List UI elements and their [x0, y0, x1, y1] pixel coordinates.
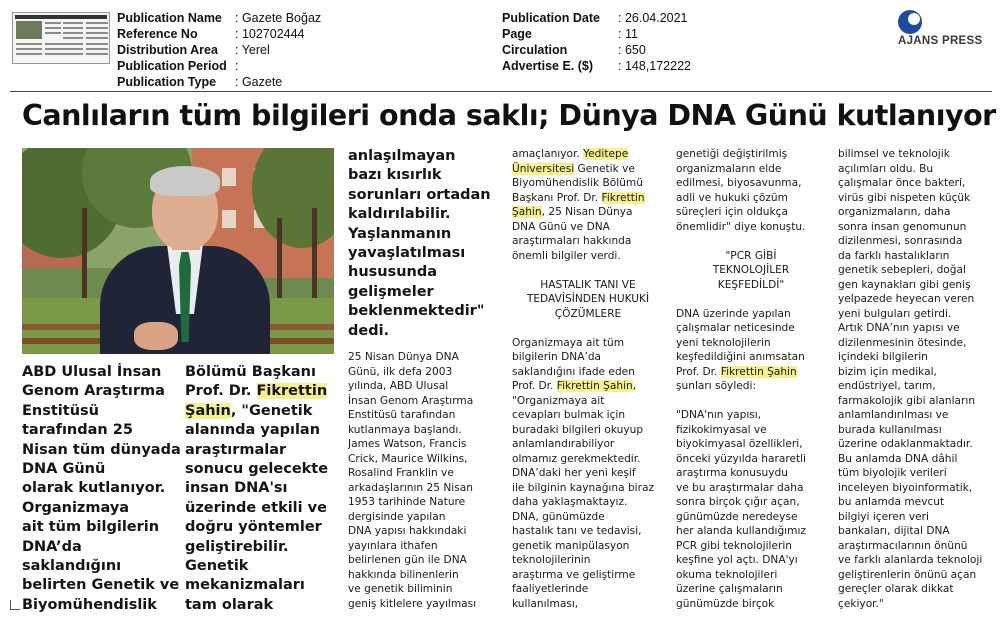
text-line: bazı kısırlık [348, 167, 442, 184]
meta-row-circulation: Circulation : 650 [502, 43, 646, 57]
text-segment: genetiği değiştirilmiş [676, 148, 788, 160]
text-line [512, 582, 664, 597]
text-line [676, 176, 826, 191]
text-line [676, 481, 826, 496]
page-thumbnail[interactable] [12, 12, 110, 64]
text-line [676, 408, 826, 423]
text-line [676, 162, 826, 177]
text-line: 25 Nisan Dünya DNA [348, 351, 459, 363]
text-line [676, 307, 826, 322]
text-line [676, 510, 826, 525]
text-line: yayınlara ithafen [348, 539, 438, 552]
text-line: Rosalind Franklin ve [348, 467, 454, 479]
text-line: olarak kutlanıyor. [22, 480, 166, 497]
subheading-line [512, 292, 664, 307]
text-segment: keşfine yol açtı. DNA'yı [676, 554, 798, 566]
text-line: bu anlamda mevcut [838, 496, 945, 508]
text-line [512, 365, 664, 380]
text-line [512, 524, 664, 539]
text-line: Enstitüsü tarafından [348, 409, 456, 421]
text-line: Crick, Maurice Wilkins, [348, 452, 468, 465]
text-line: Genom Araştırma [22, 383, 165, 400]
text-line [676, 597, 826, 612]
text-line: Organizmaya [22, 499, 130, 516]
text-segment: insan DNA'sı [185, 480, 288, 497]
highlighted-keyword: Fikrettin Şahin [720, 365, 797, 378]
text-line: geliştirenlerin önünü açan [838, 568, 977, 581]
text-line [512, 234, 664, 249]
column-body-2 [512, 147, 664, 617]
text-line: Yaşlanmanın [348, 225, 452, 242]
highlighted-keyword: Şahin [185, 402, 231, 419]
text-segment: amaçlanıyor. [512, 148, 584, 160]
text-line: çekiyor." [838, 597, 884, 610]
publication-meta-left [117, 10, 321, 90]
text-line [512, 220, 664, 235]
text-line [512, 495, 664, 510]
text-line [676, 466, 826, 481]
text-segment: organizmaların elde [676, 162, 782, 175]
text-segment: "PCR GİBİ [725, 249, 777, 262]
text-line [512, 394, 664, 409]
text-segment: ve bu araştırmalar daha [676, 481, 804, 494]
header-divider [10, 91, 992, 92]
text-line [676, 524, 826, 539]
text-line [512, 423, 664, 438]
text-segment: cevapları bulmak için [512, 409, 626, 421]
text-line: gen kaynakları gibi geniş [838, 278, 971, 291]
text-line [512, 597, 664, 612]
text-line [185, 382, 340, 401]
ajans-press-logo-icon [898, 10, 922, 34]
text-line: Biyomühendislik [22, 596, 157, 613]
text-line [676, 350, 826, 365]
text-line [512, 321, 664, 336]
text-line: araştırmacılarının önünü [838, 539, 968, 552]
text-line: inceleyen biyoinformatik, [838, 481, 973, 494]
subheading-line [676, 278, 826, 293]
text-segment: adli ve hukuki çözüm [676, 191, 788, 204]
text-line: organizmaların, daha [838, 206, 951, 218]
meta-row-publication-date: Publication Date : 26.04.2021 [502, 11, 688, 25]
text-segment: çalışmalar neticesinde [676, 322, 795, 334]
text-line: dizilenmesinin ötesinde, [838, 336, 967, 349]
text-line: dergisinde yapılan [348, 510, 446, 523]
text-segment: süreçleri için oldukça [676, 206, 788, 218]
text-line: yeni bulguları getirdi. [838, 307, 952, 320]
text-segment: araştırma konusuydu [676, 467, 788, 479]
text-line [676, 379, 826, 394]
text-line: DNA Günü [22, 461, 106, 478]
text-segment: okuma teknolojileri [676, 568, 778, 581]
highlighted-keyword: Yeditepe [583, 148, 629, 160]
text-line [676, 437, 826, 452]
text-line: Artık DNA’nın yapısı ve [838, 322, 960, 334]
text-segment: üzerinde etkili ve [185, 499, 327, 516]
text-line [185, 596, 340, 613]
text-segment: , "Genetik [230, 402, 313, 419]
text-segment: Biyomühendislik Bölümü [512, 177, 643, 189]
text-line: anlaşılmayan [348, 148, 456, 164]
text-line [185, 421, 340, 440]
text-segment: faaliyetlerinde [512, 583, 589, 595]
text-segment: ile bilginin kaynağına biraz [512, 481, 655, 494]
text-segment: keşfedildiğini anımsatan [676, 351, 805, 363]
text-segment: Genetik [185, 558, 249, 575]
text-line: dedi. [348, 322, 390, 339]
text-line [676, 191, 826, 206]
text-line: anlamlandırılması ve [838, 409, 949, 421]
text-line [512, 205, 664, 220]
text-line: Bu anlamda DNA dâhil [838, 452, 958, 465]
text-line [512, 191, 664, 206]
text-segment: olmamız gerekmektedir. [512, 452, 641, 465]
text-line [185, 441, 340, 460]
text-line [185, 518, 340, 537]
text-line: bilgiyi içeren veri [838, 510, 929, 523]
text-line: tarafından 25 [22, 422, 133, 439]
text-line [676, 321, 826, 336]
subheading-line [512, 307, 664, 322]
text-segment: hastalık tanı ve tedavisi, [512, 525, 642, 537]
text-line: bilimsel ve teknolojik [838, 148, 950, 160]
text-line: saklandığını [22, 558, 122, 575]
text-segment: DNA’daki her yeni keşif [512, 467, 636, 479]
text-segment: PCR gibi teknolojilerin [676, 539, 793, 552]
column-lead-2 [185, 363, 340, 613]
meta-row-publication-type: Publication Type : Gazete [117, 75, 283, 89]
text-segment: Prof. Dr. [512, 380, 557, 392]
text-line: hakkında bilinenlerin [348, 568, 459, 581]
text-line: Günü, ilk defa 2003 [348, 365, 453, 378]
text-line: kutlanmaya başlandı. [348, 423, 462, 436]
text-line [676, 495, 826, 510]
highlighted-keyword: Fikrettin Şahin [556, 380, 633, 392]
highlighted-keyword: Üniversitesi [512, 162, 575, 175]
text-line: DNA yapısı hakkındaki [348, 525, 467, 537]
text-line [676, 539, 826, 554]
text-line: bizim için medikal, [838, 365, 937, 378]
text-segment: , 25 Nisan Dünya [541, 206, 633, 218]
text-line [676, 452, 826, 467]
text-line: belirlenen gün ile DNA [348, 554, 467, 566]
text-segment: geliştirebilir. [185, 538, 289, 555]
text-segment: Prof. Dr. [185, 383, 257, 400]
text-line: geniş kitlelere yayılması [348, 597, 477, 610]
text-line [676, 423, 826, 438]
text-line: ait tüm bilgilerin [22, 519, 160, 536]
text-segment: yeni teknolojilerin [676, 336, 771, 349]
column-body-1 [348, 350, 500, 615]
text-line [676, 553, 826, 568]
text-line: dizilenmesi, sonrasında [838, 235, 963, 247]
text-segment: TEKNOLOJİLER [712, 264, 790, 276]
subheading-line [676, 263, 826, 278]
meta-row-advertise-equivalent: Advertise E. ($) : 148,172222 [502, 59, 691, 73]
text-line: farmakolojik gibi alanların [838, 394, 976, 407]
text-segment: günümüzde birçok [676, 597, 775, 610]
text-line: açılımları oldu. Bu [838, 162, 934, 175]
text-line [185, 402, 340, 421]
text-line: İnsan Genom Araştırma [348, 394, 474, 407]
subheading-line [676, 249, 826, 264]
crop-mark [10, 600, 20, 610]
text-segment: doğru yöntemler [185, 519, 322, 536]
text-segment: Prof. Dr. [676, 365, 721, 378]
text-line [676, 568, 826, 583]
meta-row-distribution-area: Distribution Area : Yerel [117, 43, 270, 57]
text-segment: fizikokimyasal ve [676, 423, 767, 436]
column-lead-1 [22, 363, 182, 613]
text-line [512, 553, 664, 568]
text-line [676, 205, 826, 220]
text-line [512, 379, 664, 394]
text-line: genetik sebepleri, doğal [838, 264, 966, 276]
text-line [185, 460, 340, 479]
text-line [676, 147, 826, 162]
text-segment: önceki yüzyılda hararetli [676, 452, 807, 465]
text-line: Nisan tüm dünyada [22, 441, 181, 458]
highlighted-keyword: Fikrettin [256, 383, 328, 400]
text-line [185, 576, 340, 595]
text-segment: HASTALIK TANI VE [540, 278, 636, 291]
text-line: gelişmeler [348, 283, 434, 300]
text-line: hususunda [348, 264, 438, 281]
text-line [676, 394, 826, 409]
text-line [512, 437, 664, 452]
text-segment: günümüzde neredeyse [676, 510, 798, 523]
publication-meta-right [502, 10, 691, 74]
text-line [512, 539, 664, 554]
text-segment: önemlidir" diye konuştu. [676, 220, 806, 233]
text-line: ve farklı alanlarda teknoloji [838, 554, 983, 566]
text-segment: araştırmalar [185, 441, 287, 458]
text-line [185, 538, 340, 557]
text-segment: Genetik ve [574, 162, 635, 175]
text-line: endüstriyel, tarım, [838, 380, 936, 392]
text-segment: DNA, günümüzde [512, 510, 605, 523]
text-line: gereçler olarak dikkat [838, 583, 954, 595]
text-segment: saklandığını ifade eden [512, 365, 635, 378]
highlighted-keyword: Fikrettin [601, 191, 645, 204]
text-line: bankaları, dijital DNA [838, 525, 950, 537]
text-line [676, 365, 826, 380]
text-segment: tam olarak [185, 596, 274, 613]
text-segment: ÇÖZÜMLERE [554, 307, 622, 320]
meta-row-publication-period: Publication Period : [117, 59, 239, 73]
text-segment: DNA Günü ve DNA [512, 220, 610, 233]
text-line: sorunları ortadan [348, 186, 491, 203]
text-segment: biyokimyasal özellikleri, [676, 438, 803, 450]
text-line [676, 292, 826, 307]
text-line: DNA’da [22, 538, 82, 555]
text-line [512, 466, 664, 481]
text-segment: genetik manipülasyon [512, 539, 630, 552]
text-line: Enstitüsü [22, 402, 99, 419]
text-segment: "Organizmaya ait [512, 394, 605, 407]
text-line: yavaşlatılması [348, 245, 466, 262]
text-segment: üzerine çalışmaların [676, 583, 783, 595]
text-segment: her alanda kullandığımız [676, 525, 806, 537]
meta-row-page: Page : 11 [502, 27, 638, 41]
text-segment: önemli bilgiler verdi. [512, 249, 621, 262]
text-segment: "DNA'nın yapısı, [676, 409, 762, 421]
text-segment: daha yaklaşmaktayız. [512, 496, 628, 508]
text-line: yılında, ABD Ulusal [348, 380, 449, 392]
text-segment: sonucu gelecekte [185, 461, 329, 478]
text-line: 1953 tarihinde Nature [348, 496, 466, 508]
text-line: burada kullanılması [838, 423, 942, 436]
text-line [512, 263, 664, 278]
portrait-photo [22, 148, 334, 354]
text-segment: edilmesi, biyosavunma, [676, 177, 802, 189]
clipping-header [0, 0, 1000, 92]
article-headline: Canlıların tüm bilgileri onda saklı; Dünya DNA Günü kutlanıyor [22, 99, 996, 132]
text-line [512, 162, 664, 177]
text-segment: şunları söyledi: [676, 380, 757, 392]
text-line: James Watson, Francis [348, 438, 467, 450]
text-line [185, 557, 340, 576]
text-segment: Organizmaya ait tüm [512, 336, 625, 349]
text-line: içindeki bilgilerin [838, 351, 928, 363]
meta-row-reference-no: Reference No : 102702444 [117, 27, 305, 41]
text-line [676, 220, 826, 235]
text-line: çalışmalar önce bakteri, [838, 177, 966, 189]
text-line: arkadaşlarının 25 Nisan [348, 481, 473, 494]
text-segment: anlamlandırabiliyor [512, 438, 615, 450]
text-line [512, 568, 664, 583]
column-lead-3 [348, 147, 498, 347]
text-line [512, 147, 664, 162]
text-segment: buradaki bilgileri okuyup [512, 423, 644, 436]
text-line [512, 249, 664, 264]
text-segment: TEDAVİSİNDEN HUKUKİ [526, 293, 650, 305]
ajans-press-logo[interactable] [893, 10, 991, 50]
text-line [185, 479, 340, 498]
text-line [512, 452, 664, 467]
text-line [512, 408, 664, 423]
text-line: belirten Genetik ve [22, 577, 180, 594]
text-segment: araştırmaları hakkında [512, 235, 632, 247]
text-segment: DNA üzerinde yapılan [676, 307, 791, 320]
text-segment: teknolojilerinin [512, 554, 591, 566]
logo-text: AJANS PRESS [898, 35, 983, 47]
text-line [676, 234, 826, 249]
text-line [512, 336, 664, 351]
text-segment: , [632, 380, 637, 392]
text-line: virüs gibi nispeten küçük [838, 191, 971, 204]
text-segment: bilgilerin DNA’da [512, 351, 602, 363]
text-line: tüm biyolojik verileri [838, 467, 947, 479]
highlighted-keyword: Şahin [512, 206, 542, 218]
text-line [185, 499, 340, 518]
text-line: sonra insan genomunun [838, 220, 967, 233]
text-line [676, 336, 826, 351]
text-line: ABD Ulusal İnsan [22, 364, 162, 380]
text-line: beklenmektedir" [348, 303, 485, 320]
text-line: da farklı hastalıkların [838, 249, 950, 262]
text-segment: kullanılması, [512, 597, 579, 610]
text-line [512, 481, 664, 496]
text-line: ve genetik biliminin [348, 583, 453, 595]
text-segment: alanında yapılan [185, 422, 321, 439]
subheading-line [512, 278, 664, 293]
text-line: yelpazede heyecan veren [838, 293, 975, 305]
column-body-4 [838, 147, 994, 617]
text-line: kaldırılabilir. [348, 206, 451, 223]
text-segment: Bölümü Başkanı [185, 364, 316, 380]
text-line [512, 350, 664, 365]
text-segment: KEŞFEDİLDİ" [717, 278, 785, 291]
text-segment: sonra birçok çığır açan, [676, 496, 800, 508]
meta-row-publication-name: Publication Name : Gazete Boğaz [117, 11, 322, 25]
text-line [512, 510, 664, 525]
text-line [676, 582, 826, 597]
text-segment: Başkanı Prof. Dr. [512, 191, 602, 204]
text-segment: mekanizmaları [185, 577, 305, 594]
text-line: üzerine odaklanmaktadır. [838, 438, 973, 450]
text-segment: araştırma ve geliştirme [512, 568, 636, 581]
text-line [512, 176, 664, 191]
text-line [185, 363, 340, 382]
column-body-3 [676, 147, 826, 617]
